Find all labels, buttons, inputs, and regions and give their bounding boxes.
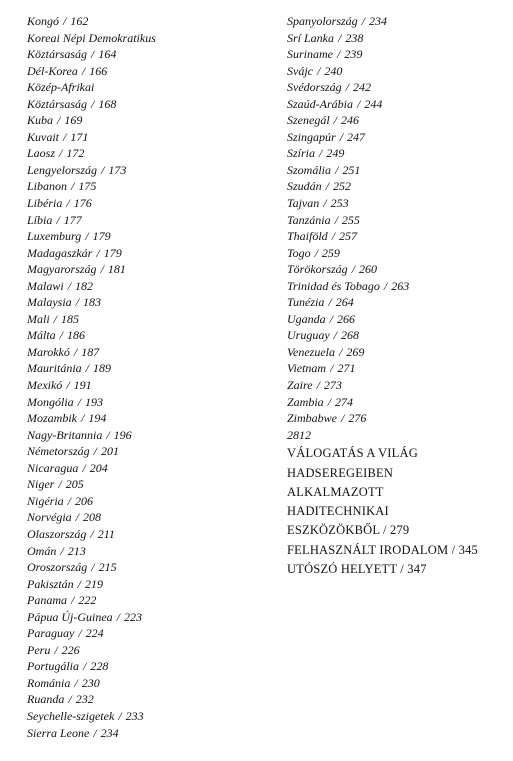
- entry-separator: /: [66, 196, 70, 211]
- index-entry: [27, 178, 277, 195]
- index-entry: [27, 493, 277, 510]
- entry-country-name: Tunézia: [287, 295, 325, 310]
- entry-page-number: 260: [359, 262, 378, 277]
- entry-page-number: 230: [81, 675, 100, 690]
- entry-country-name: Pakisztán: [27, 576, 74, 591]
- entry-page-number: 173: [108, 162, 127, 177]
- appendix-line: ESZKÖZÖKBŐL / 279: [287, 523, 410, 538]
- index-entry: [27, 576, 277, 593]
- index-entry: [27, 112, 277, 129]
- entry-separator: /: [96, 245, 100, 260]
- entry-page-number: 183: [83, 295, 102, 310]
- entry-page-number: 162: [70, 14, 89, 28]
- entry-country-name: Köztársaság: [27, 96, 88, 111]
- entry-separator: /: [67, 278, 72, 293]
- entry-page-number: 194: [88, 411, 107, 426]
- entry-page-number: 239: [344, 47, 363, 62]
- entry-page-number: 226: [61, 642, 80, 657]
- index-entry: [27, 559, 277, 576]
- entry-separator: /: [67, 493, 72, 508]
- entry-country-name: Románia: [27, 675, 71, 690]
- entry-page-number: 222: [78, 593, 97, 608]
- index-entry: [287, 30, 513, 47]
- entry-page-number: 179: [103, 245, 122, 260]
- entry-separator: /: [59, 328, 64, 343]
- index-entry: [287, 261, 513, 278]
- entry-separator: /: [85, 229, 89, 244]
- index-entry: [287, 13, 513, 30]
- entry-country-name: Seychelle-szigetek: [27, 708, 115, 723]
- index-entry: [27, 509, 277, 526]
- index-entry: [27, 691, 277, 708]
- entry-page-number: 164: [98, 47, 117, 62]
- entry-page-number: 242: [353, 80, 372, 95]
- appendix-line: HADITECHNIKAI: [287, 504, 389, 519]
- entry-country-name: Svájc: [287, 63, 313, 78]
- index-entry: [287, 212, 513, 229]
- entry-country-name: Kuba: [27, 113, 54, 128]
- index-entry: [287, 360, 513, 377]
- entry-country-name: Németország: [27, 444, 90, 459]
- entry-country-name: Törökország: [287, 262, 348, 277]
- entry-country-name: Koreai Népi Demokratikus: [27, 30, 156, 45]
- index-entry: [287, 79, 513, 96]
- entry-country-name: Lengyelország: [27, 162, 97, 177]
- entry-page-number: 223: [124, 609, 142, 624]
- entry-separator: /: [81, 411, 85, 426]
- entry-country-name: Közép-Afrikai: [27, 80, 95, 95]
- entry-country-name: Svédország: [287, 80, 342, 95]
- index-entry: [27, 327, 277, 344]
- entry-page-number: 234: [369, 14, 388, 28]
- entry-page-number: 193: [85, 394, 104, 409]
- entry-page-number: 266: [337, 311, 356, 326]
- entry-page-number: 238: [345, 30, 364, 45]
- entry-separator: /: [329, 311, 334, 326]
- entry-separator: /: [53, 311, 58, 326]
- index-entry: [27, 212, 277, 229]
- entry-separator: /: [331, 229, 336, 244]
- entry-page-number: 246: [341, 113, 359, 128]
- index-entry: [27, 294, 277, 311]
- index-entry: [287, 327, 513, 344]
- entry-page-number: 182: [75, 278, 94, 293]
- entry-separator: /: [63, 14, 67, 28]
- entry-separator: /: [334, 212, 338, 227]
- entry-country-name: Mongólia: [27, 394, 74, 409]
- entry-separator: /: [323, 196, 327, 211]
- entry-country-name: Líbia: [27, 212, 53, 227]
- entry-country-name: Luxemburg: [27, 229, 82, 244]
- entry-separator: /: [91, 47, 95, 62]
- entry-page-number: 204: [89, 460, 108, 475]
- appendix-line: VÁLOGATÁS A VILÁG: [287, 446, 418, 461]
- entry-country-name: Libéria: [27, 196, 63, 211]
- entry-separator: /: [74, 675, 78, 690]
- entry-country-name: Suriname: [287, 47, 333, 62]
- entry-separator: /: [90, 526, 94, 541]
- entry-separator: /: [106, 427, 110, 442]
- index-entry: [27, 394, 277, 411]
- entry-page-number: 232: [75, 692, 94, 707]
- entry-separator: /: [383, 278, 388, 293]
- entry-separator: /: [71, 179, 75, 194]
- index-entry: [287, 278, 513, 295]
- index-entry: [27, 79, 277, 96]
- entry-separator: /: [319, 146, 323, 161]
- entry-separator: /: [82, 460, 86, 475]
- entry-page-number: 205: [65, 477, 84, 492]
- entry-page-number: 171: [70, 129, 89, 144]
- index-entry: [27, 46, 277, 63]
- entry-page-number: 263: [391, 278, 410, 293]
- entry-country-name: Zambia: [287, 394, 324, 409]
- entry-page-number: 259: [321, 245, 340, 260]
- entry-page-number: 247: [347, 129, 366, 144]
- index-entry: [27, 609, 277, 626]
- entry-separator: /: [325, 179, 330, 194]
- entry-separator: /: [68, 692, 72, 707]
- entry-country-name: Tanzánia: [287, 212, 331, 227]
- index-entry: [287, 344, 513, 361]
- index-entry: [287, 311, 513, 328]
- entry-separator: /: [338, 30, 342, 45]
- entry-country-name: Tajvan: [287, 196, 320, 211]
- entry-separator: /: [351, 262, 356, 277]
- entry-country-name: Malawi: [27, 278, 64, 293]
- index-entry: [27, 228, 277, 245]
- entry-separator: /: [341, 411, 345, 426]
- entry-country-name: Peru: [27, 642, 51, 657]
- entry-page-number: 215: [98, 560, 117, 575]
- entry-separator: /: [333, 328, 338, 343]
- entry-country-name: Zaire: [287, 378, 313, 393]
- index-entry: [27, 63, 277, 80]
- entry-separator: /: [339, 129, 344, 144]
- entry-page-number: 166: [89, 63, 108, 78]
- index-entry: [27, 658, 277, 675]
- entry-separator: /: [93, 444, 98, 459]
- index-entry: [27, 708, 277, 725]
- entry-page-number: 253: [330, 196, 349, 211]
- entry-separator: /: [83, 659, 87, 674]
- index-entry: [287, 195, 513, 212]
- entry-page-number: 186: [67, 328, 86, 343]
- entry-country-name: Venezuela: [287, 344, 335, 359]
- entry-country-name: Trinidad és Tobago: [287, 278, 380, 293]
- index-entry: [27, 427, 277, 444]
- entry-separator: /: [58, 477, 62, 492]
- entry-country-name: Oroszország: [27, 560, 88, 575]
- entry-page-number: 252: [333, 179, 352, 194]
- entry-separator: /: [93, 725, 97, 740]
- entry-country-name: Zimbabwe: [287, 411, 338, 426]
- entry-country-name: Olaszország: [27, 526, 87, 541]
- entry-page-number: 274: [335, 394, 354, 409]
- appendix-line: FELHASZNÁLT IRODALOM / 345: [287, 542, 478, 557]
- entry-page-number: 276: [348, 411, 367, 426]
- entry-country-name: Paraguay: [27, 626, 75, 641]
- entry-page-number: 264: [335, 295, 354, 310]
- index-entry: [27, 30, 277, 47]
- index-entry: [27, 642, 277, 659]
- entry-country-name: Omán: [27, 543, 57, 558]
- index-entry: [287, 294, 513, 311]
- entry-country-name: Togo: [287, 245, 311, 260]
- entry-page-number: 255: [341, 212, 360, 227]
- entry-country-name: Málta: [27, 328, 56, 343]
- entry-page-number: 172: [66, 146, 85, 161]
- entry-page-number: 268: [341, 328, 360, 343]
- entry-page-number: 219: [85, 576, 104, 591]
- entry-separator: /: [56, 212, 60, 227]
- entry-page-number: 211: [97, 526, 115, 541]
- entry-country-name: Malaysia: [27, 295, 72, 310]
- index-entry: [27, 675, 277, 692]
- entry-page-number: 271: [337, 361, 356, 376]
- entry-separator: /: [337, 47, 341, 62]
- entry-country-name: Szomália: [287, 162, 332, 177]
- entry-separator: /: [75, 295, 80, 310]
- entry-country-name: Uganda: [287, 311, 326, 326]
- entry-country-name: Mozambik: [27, 411, 77, 426]
- entry-separator: /: [327, 394, 332, 409]
- entry-separator: /: [316, 378, 320, 393]
- appendix-line: ALKALMAZOTT: [287, 484, 384, 499]
- index-entry: [27, 129, 277, 146]
- index-entry: [287, 228, 513, 245]
- appendix-line: HADSEREGEIBEN: [287, 465, 394, 480]
- index-entry: [287, 427, 513, 444]
- index-entry: [287, 178, 513, 195]
- entry-separator: /: [345, 80, 350, 95]
- entry-country-name: Nagy-Britannia: [27, 427, 103, 442]
- entry-page-number: 185: [61, 311, 80, 326]
- index-entry: [287, 96, 513, 113]
- index-entry: [27, 245, 277, 262]
- entry-country-name: Portugália: [27, 659, 80, 674]
- entry-separator: /: [335, 162, 339, 177]
- entry-page-number: 224: [85, 626, 104, 641]
- index-entry: [287, 46, 513, 63]
- entry-separator: /: [77, 576, 82, 591]
- index-entry: [27, 13, 277, 30]
- index-entry: [27, 543, 277, 560]
- index-entry: [27, 360, 277, 377]
- entry-separator: /: [118, 708, 122, 723]
- index-entry: [27, 344, 277, 361]
- entry-page-number: 249: [326, 146, 345, 161]
- entry-country-name: Sierra Leone: [27, 725, 90, 740]
- entry-separator: /: [338, 344, 343, 359]
- index-entry: [287, 145, 513, 162]
- entry-separator: /: [78, 626, 82, 641]
- entry-separator: /: [91, 560, 95, 575]
- entry-country-name: 2812: [287, 427, 311, 442]
- entry-country-name: Kuvait: [27, 129, 59, 144]
- entry-country-name: Szingapúr: [287, 129, 336, 144]
- entry-separator: /: [116, 609, 120, 624]
- entry-page-number: 168: [98, 96, 117, 111]
- index-entry: [27, 526, 277, 543]
- entry-separator: /: [73, 344, 78, 359]
- index-entry: [27, 96, 277, 113]
- entry-page-number: 181: [107, 262, 126, 277]
- index-entry: [27, 195, 277, 212]
- entry-separator: /: [333, 113, 337, 128]
- entry-page-number: 233: [125, 708, 144, 723]
- entry-country-name: Magyarország: [27, 262, 97, 277]
- index-entry: [27, 278, 277, 295]
- appendix-section: [287, 444, 513, 579]
- entry-country-name: Libanon: [27, 179, 68, 194]
- entry-page-number: 208: [83, 510, 102, 525]
- right-column-entries: [287, 13, 513, 443]
- entry-separator: /: [101, 162, 105, 177]
- index-entry: [27, 476, 277, 493]
- entry-country-name: Dél-Korea: [27, 63, 78, 78]
- entry-separator: /: [100, 262, 104, 277]
- entry-separator: /: [77, 394, 82, 409]
- entry-page-number: 176: [73, 196, 92, 211]
- entry-page-number: 201: [101, 444, 120, 459]
- entry-separator: /: [71, 593, 75, 608]
- entry-page-number: 251: [342, 162, 361, 177]
- appendix-line: UTÓSZÓ HELYETT / 347: [287, 562, 427, 576]
- entry-country-name: Pápua Új-Guinea: [27, 609, 113, 624]
- index-entry: [27, 625, 277, 642]
- index-entry: [27, 377, 277, 394]
- entry-separator: /: [57, 113, 61, 128]
- left-column: [27, 13, 277, 741]
- entry-country-name: Spanyolország: [287, 14, 358, 28]
- entry-country-name: Panama: [27, 593, 67, 608]
- entry-country-name: Niger: [27, 477, 55, 492]
- index-entry: [27, 162, 277, 179]
- entry-page-number: 240: [324, 63, 343, 78]
- entry-separator: /: [328, 295, 332, 310]
- entry-page-number: 244: [364, 96, 383, 111]
- entry-separator: /: [317, 63, 321, 78]
- index-entry: [287, 129, 513, 146]
- index-entry: [287, 377, 513, 394]
- entry-separator: /: [357, 96, 361, 111]
- index-entry: [27, 410, 277, 427]
- entry-country-name: Szaúd-Arábia: [287, 96, 353, 111]
- index-entry: [287, 394, 513, 411]
- right-column: [287, 13, 513, 579]
- entry-country-name: Srí Lanka: [287, 30, 335, 45]
- entry-page-number: 273: [323, 378, 342, 393]
- entry-country-name: Mexikó: [27, 378, 63, 393]
- entry-country-name: Madagaszkár: [27, 245, 93, 260]
- entry-country-name: Szíria: [287, 146, 316, 161]
- entry-country-name: Mauritánia: [27, 361, 82, 376]
- entry-country-name: Nigéria: [27, 493, 64, 508]
- entry-country-name: Norvégia: [27, 510, 72, 525]
- entry-country-name: Marokkó: [27, 344, 70, 359]
- entry-page-number: 169: [64, 113, 83, 128]
- entry-page-number: 213: [67, 543, 86, 558]
- entry-separator: /: [81, 63, 86, 78]
- index-entry: [27, 443, 277, 460]
- index-entry: [287, 410, 513, 427]
- entry-country-name: Uruguay: [287, 328, 330, 343]
- index-entry: [27, 261, 277, 278]
- index-entry: [27, 592, 277, 609]
- entry-page-number: 187: [81, 344, 100, 359]
- entry-country-name: Köztársaság: [27, 47, 88, 62]
- entry-page-number: 257: [339, 229, 358, 244]
- entry-country-name: Kongó: [27, 14, 60, 28]
- entry-page-number: 179: [92, 229, 111, 244]
- entry-separator: /: [54, 642, 58, 657]
- entry-page-number: 206: [75, 493, 94, 508]
- entry-separator: /: [59, 146, 63, 161]
- entry-page-number: 191: [73, 378, 92, 393]
- entry-page-number: 228: [90, 659, 109, 674]
- entry-country-name: Thaiföld: [287, 229, 328, 244]
- entry-page-number: 196: [113, 427, 132, 442]
- entry-page-number: 269: [346, 344, 365, 359]
- index-entry: [287, 112, 513, 129]
- index-entry: [27, 311, 277, 328]
- index-entry: [27, 725, 277, 742]
- index-entry: [27, 460, 277, 477]
- index-entry: [287, 63, 513, 80]
- entry-page-number: 175: [78, 179, 97, 194]
- entry-country-name: Laosz: [27, 146, 56, 161]
- entry-separator: /: [361, 14, 366, 28]
- index-entry: [287, 245, 513, 262]
- entry-page-number: 234: [100, 725, 119, 740]
- entry-page-number: 177: [63, 212, 82, 227]
- entry-separator: /: [314, 245, 318, 260]
- entry-separator: /: [91, 96, 95, 111]
- index-entry: [27, 145, 277, 162]
- entry-separator: /: [66, 378, 70, 393]
- entry-country-name: Szenegál: [287, 113, 330, 128]
- entry-country-name: Mali: [27, 311, 50, 326]
- entry-country-name: Nicaragua: [27, 460, 79, 475]
- entry-country-name: Vietnam: [287, 361, 327, 376]
- index-entry: [287, 162, 513, 179]
- entry-page-number: 189: [93, 361, 112, 376]
- entry-separator: /: [75, 510, 80, 525]
- entry-separator: /: [60, 543, 64, 558]
- entry-separator: /: [63, 129, 67, 144]
- entry-separator: /: [85, 361, 90, 376]
- entry-country-name: Ruanda: [27, 692, 65, 707]
- entry-separator: /: [330, 361, 334, 376]
- entry-country-name: Szudán: [287, 179, 322, 194]
